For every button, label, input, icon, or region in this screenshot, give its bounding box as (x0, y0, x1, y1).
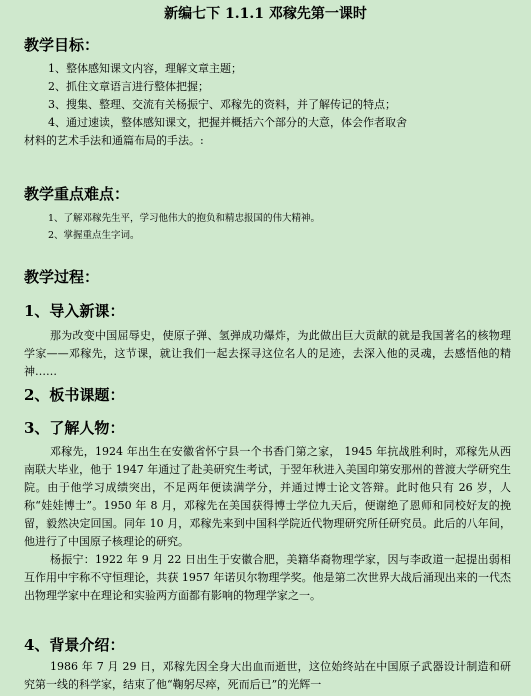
section-heading-title: 2、板书课题： (24, 386, 125, 404)
goal-item: 3、搜集、整理、交流有关杨振宁、邓稼先的资料，并了解传记的特点； (48, 98, 396, 111)
document-title: 新编七下 1.1.1 邓稼先第一课时 (164, 6, 367, 22)
section-heading-background: 4、背景介绍： (24, 636, 125, 654)
goal-item: 材料的艺术手法和通篇布局的手法。: (24, 134, 204, 147)
focus-item: 1、了解邓稼先生平，学习他伟大的抱负和精忠报国的伟大精神。 (48, 213, 321, 224)
yang-paragraph: 杨振宁：1922 年 9 月 22 日出生于安徽合肥，美籍华裔物理学家，因与李政道一起提出弱相互作用中宇称不守恒理论，共获 1957 年诺贝尔物理学奖。他是第二次世界大战后涌现出来的一代杰出物理学家中在理论和实验两方面都有影响的物理学家之一。 (24, 553, 511, 602)
focus-heading: 教学重点难点： (24, 185, 130, 203)
intro-paragraph-block (24, 327, 511, 381)
process-heading: 教学过程： (24, 268, 100, 286)
focus-list (24, 210, 509, 244)
goals-heading: 教学目标： (24, 36, 100, 54)
goal-item: 1、整体感知课文内容，理解文章主题； (48, 62, 242, 75)
goals-list (24, 60, 509, 150)
section-heading-intro: 1、导入新课： (24, 302, 125, 320)
goal-item: 4、通过速读，整体感知课文，把握并概括六个部分的大意，体会作者取舍 (48, 116, 407, 129)
deng-paragraph: 邓稼先，1924 年出生在安徽省怀宁县一个书香门第之家， 1945 年抗战胜利时，邓稼先从西南联大毕业，他于 1947 年通过了赴美研究生考试，于翌年秋进入美国印第安那州的普渡大学研究生院。由于他学习成绩突出，不足两年便读满学分，并通过博士论文答辩。此时他只有 26 岁，人称“娃娃博士”。1950 年 8 月，邓稼先在美国获得博士学位九天后，便谢绝了恩师和同校好友的挽留，毅然决定回国。同年 10 月，邓稼先来到中国科学院近代物理研究所任研究员。此后的八年间，他进行了中国原子核理论的研究。 (24, 445, 511, 548)
focus-item: 2、掌握重点生字词。 (48, 230, 140, 241)
goal-item: 2、抓住文章语言进行整体把握； (48, 80, 209, 93)
background-paragraph: 1986 年 7 月 29 日，邓稼先因全身大出血而逝世，这位始终站在中国原子武器设计制造和研究第一线的科学家，结束了他“鞠躬尽瘁，死而后已”的光辉一 (24, 660, 511, 691)
intro-paragraph: 那为改变中国屈辱史，使原子弹、氢弹成功爆炸，为此做出巨大贡献的就是我国著名的核物理学家——邓稼先，这节课，就让我们一起去探寻这位名人的足迹，去深入他的灵魂，去感悟他的精神…… (24, 329, 511, 378)
background-paragraph-block (24, 658, 511, 694)
people-paragraph-block (24, 443, 511, 605)
section-heading-people: 3、了解人物： (24, 419, 125, 437)
